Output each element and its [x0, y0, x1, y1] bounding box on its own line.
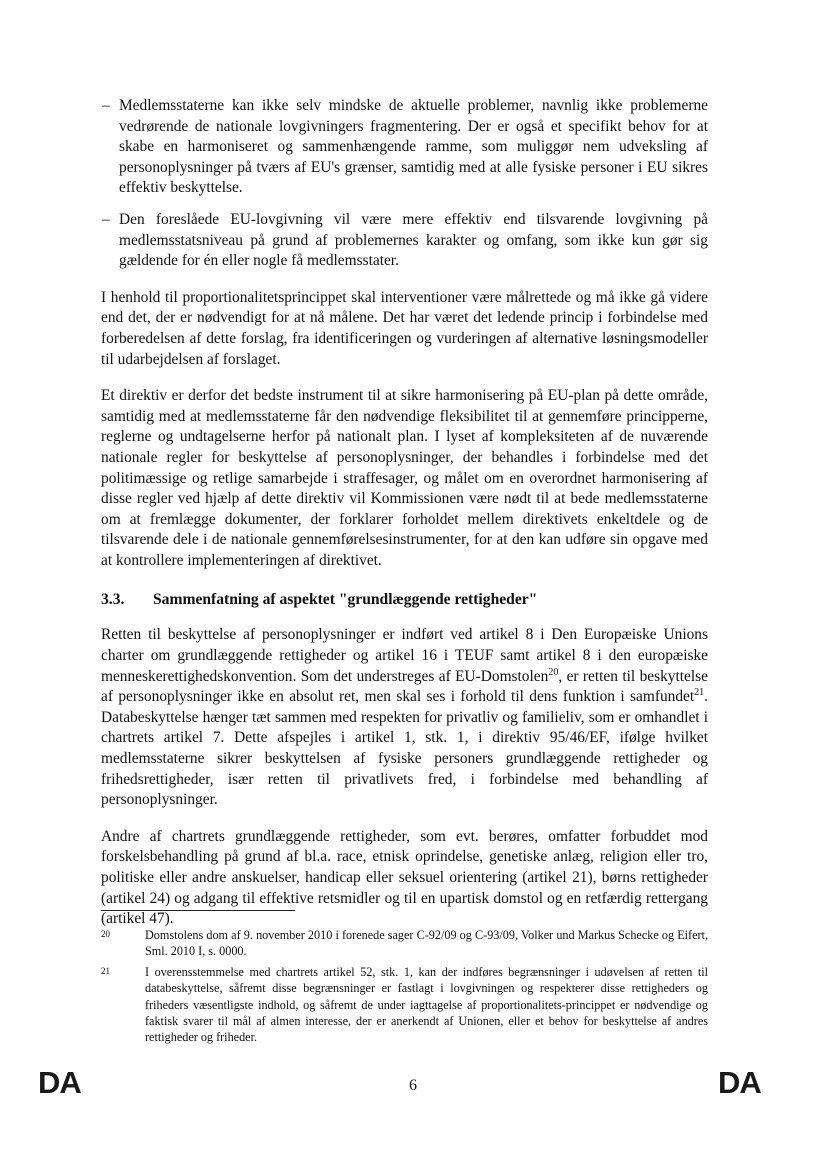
bullet-dash: –: [102, 210, 110, 228]
page-number: 6: [409, 1077, 417, 1094]
section-number: 3.3.: [101, 591, 125, 609]
language-code-right: DA: [718, 1065, 761, 1100]
footnote-text: I overensstemmelse med chartrets artikel 52, stk. 1, kan der indføres begrænsninger i udøvelsen af retten til databeskyttelse, såfremt disse begrænsninger er fastlagt i lovgivningen og respekterer disse rettigheders og friheders væsentligste indhold, og såfremt de under iagttagelse af proportionalitets-princippet er nødvendige og faktisk svarer til mål af almen interesse, der er anerkendt af Unionen, eller et behov for beskyttelse af andres rettigheder og friheder.: [145, 964, 708, 1045]
paragraph-proportionality: I henhold til proportionalitetsprincippet skal interventioner være målrettede og må ikke gå videre end det, der er nødvendigt for at nå målene. Det har været det ledende princip i forbindelse med forberedelsen af dette forslag, fra identificeringen og vurderingen af alternative løsningsmodeller til udarbejdelsen af forslaget.: [101, 288, 708, 368]
footnote-ref-21[interactable]: 21: [694, 687, 705, 699]
footnote-21: [101, 964, 708, 1046]
paragraph-other-rights: Andre af chartrets grundlæggende rettigheder, som evt. berøres, omfatter forbuddet mod forskelsbehandling på grund af bl.a. race, etnisk oprindelse, genetiske anlæg, religion eller tro, politiske eller andre anskuelser, handicap eller seksuel orientering (artikel 21), børns rettigheder (artikel 24) og adgang til effektive retsmidler og til en upartisk domstol og en retfærdig rettergang (artikel 47).: [101, 827, 708, 928]
bullet-text: Medlemsstaterne kan ikke selv mindske de aktuelle problemer, navnlig ikke problemerne vedrørende de nationale lovgivningers fragmentering. Der er også et specifikt behov for at skabe en harmoniseret og sammenhængende ramme, som muliggør nem udveksling af personoplysninger på tværs af EU's grænser, samtidig med at alle fysiske personer i EU sikres effektiv beskyttelse.: [119, 97, 708, 197]
footnote-ref-20[interactable]: 20: [548, 666, 559, 678]
language-code-left: DA: [38, 1065, 81, 1100]
paragraph-text: Retten til beskyttelse af personoplysninger er indført ved artikel 8 i Den Europæiske Unions charter om grundlæggende rettigheder og artikel 16 i TEUF samt artikel 8 i den europæiske menneskerettighedskonvention. Som det understreges af EU-Domstolen: [101, 626, 708, 685]
main-text: [101, 96, 708, 930]
bullet-dash: –: [102, 97, 110, 114]
footnote-number: 20: [101, 929, 110, 939]
paragraph-text: . Databeskyttelse hænger tæt sammen med respekten for privatliv og familieliv, som er omhandlet i chartrets artikel 7. Dette afspejles i artikel 1, stk. 1, i direktiv 95/46/EF, ifølge hvilket medlemsstaterne sikrer beskyttelsen af fysiske personers grundlæggende rettigheder og frihedsrettigheder, især retten til privatlivets fred, i forbindelse med behandling af personoplysninger.: [101, 688, 708, 809]
bullet-item: [101, 210, 708, 272]
footnotes: [101, 927, 708, 1046]
bullet-text: Den foreslåede EU-lovgivning vil være mere effektiv end tilsvarende lovgivning på medlemsstatsniveau på grund af problemernes karakter og omfang, som ikke kun gør sig gældende for én eller nogle få medlemsstater.: [119, 210, 708, 270]
footnote-text: Domstolens dom af 9. november 2010 i forenede sager C-92/09 og C-93/09, Volker und Markus Schecke og Eifert, Sml. 2010 I, s. 0000.: [145, 928, 708, 959]
footnote-20: [101, 927, 708, 960]
section-heading: [101, 590, 708, 610]
bullet-item: [101, 96, 708, 199]
paragraph-fundamental-rights: [101, 625, 708, 810]
footnote-number: 21: [101, 965, 110, 976]
paragraph-text: , er retten til beskyttelse af personoplysninger ikke en absolut ret, men skal ses i forhold til dens funktion i samfundet: [101, 667, 708, 706]
paragraph-directive: Et direktiv er derfor det bedste instrument til at sikre harmonisering på EU-plan på dette område, samtidig med at medlemsstaterne får den nødvendige fleksibilitet til at gennemføre principperne, reglerne og undtagelserne herfor på nationalt plan. I lyset af kompleksiteten af de nuværende nationale regler for beskyttelse af personoplysninger, der behandles i forbindelse med det politimæssige og retlige samarbejde i straffesager, og målet om en overordnet harmonisering af disse regler ved hjælp af dette direktiv vil Kommissionen være nødt til at bede medlemsstaterne om at fremlægge dokumenter, der forklarer forholdet mellem direktivets enkeltdele og de tilsvarende dele i de nationale gennemførelsesinstrumenter, for at den kan udføre sin opgave med at kontrollere implementeringen af direktivet.: [101, 387, 708, 569]
footnote-separator: [101, 910, 295, 911]
section-title: Sammenfatning af aspektet "grundlæggende rettigheder": [153, 591, 538, 609]
